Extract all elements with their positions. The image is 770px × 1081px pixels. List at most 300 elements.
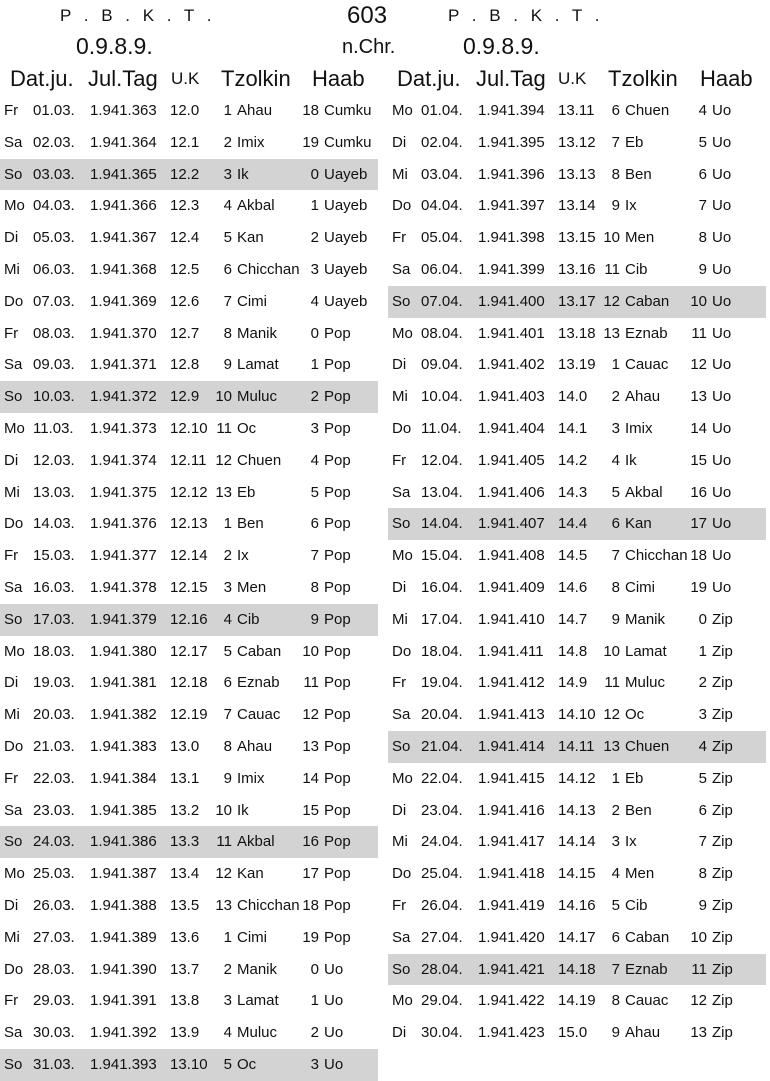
weekday: Do — [4, 515, 24, 533]
haab-name: Uo — [712, 197, 732, 215]
haab-number: 10 — [690, 292, 707, 310]
table-row — [388, 890, 766, 922]
haab-name: Uo — [712, 324, 732, 342]
tzolkin-number: 6 — [223, 674, 232, 692]
weekday: So — [392, 737, 411, 755]
table-row — [388, 222, 766, 254]
weekday: Di — [392, 356, 407, 374]
weekday: Mo — [4, 197, 25, 215]
date: 12.03. — [33, 451, 75, 469]
tzolkin-number: 7 — [611, 547, 620, 565]
weekday: Di — [4, 229, 19, 247]
haab-number: 2 — [310, 388, 319, 406]
table-row — [0, 699, 378, 731]
col-jd-left: Jul.Tag — [88, 66, 158, 91]
col-uk-right: U.K — [558, 69, 587, 88]
haab-number: 7 — [310, 547, 319, 565]
haab-number: 7 — [698, 197, 707, 215]
haab-number: 3 — [310, 260, 319, 278]
haab-name: Pop — [324, 674, 351, 692]
date: 30.03. — [33, 1024, 75, 1042]
weekday: Mi — [392, 165, 408, 183]
tzolkin-number: 12 — [215, 865, 232, 883]
uk-value: 13.5 — [170, 896, 200, 914]
tzolkin-name: Ix — [625, 197, 637, 215]
tzolkin-name: Muluc — [237, 388, 278, 406]
weekday: Di — [392, 801, 407, 819]
weekday: Sa — [4, 356, 23, 374]
tzolkin-name: Kan — [237, 865, 264, 883]
julian-day: 1.941.374 — [90, 451, 157, 469]
date: 15.04. — [421, 547, 463, 565]
col-tzolkin-left: Tzolkin — [221, 66, 291, 91]
tzolkin-number: 8 — [611, 992, 620, 1010]
julian-day: 1.941.403 — [478, 388, 545, 406]
weekday: Fr — [392, 674, 407, 692]
julian-day: 1.941.391 — [90, 992, 157, 1010]
tzolkin-name: Kan — [237, 229, 264, 247]
haab-number: 19 — [302, 928, 319, 946]
tzolkin-name: Oc — [237, 1055, 257, 1073]
haab-name: Uo — [712, 419, 732, 437]
date: 14.03. — [33, 515, 75, 533]
weekday: Mo — [392, 769, 413, 787]
date: 10.04. — [421, 388, 463, 406]
julian-day: 1.941.370 — [90, 324, 157, 342]
weekday: Sa — [392, 928, 411, 946]
tzolkin-name: Cimi — [237, 928, 267, 946]
haab-number: 17 — [690, 515, 707, 533]
weekday: Mo — [392, 992, 413, 1010]
weekday: Di — [4, 896, 19, 914]
date: 26.03. — [33, 896, 75, 914]
julian-day: 1.941.371 — [90, 356, 157, 374]
tzolkin-name: Imix — [237, 769, 265, 787]
julian-day: 1.941.415 — [478, 769, 545, 787]
weekday: Sa — [392, 706, 411, 724]
date: 17.04. — [421, 610, 463, 628]
haab-number: 13 — [690, 1024, 707, 1042]
julian-day: 1.941.405 — [478, 451, 545, 469]
tzolkin-name: Ik — [237, 801, 249, 819]
haab-number: 8 — [698, 229, 707, 247]
tzolkin-number: 7 — [223, 292, 232, 310]
march-table — [0, 95, 378, 1081]
weekday: Mo — [4, 419, 25, 437]
haab-name: Uo — [712, 260, 732, 278]
haab-name: Zip — [712, 928, 733, 946]
weekday: Mi — [4, 706, 20, 724]
tzolkin-number: 12 — [215, 451, 232, 469]
uk-value: 13.0 — [170, 737, 200, 755]
uk-value: 14.10 — [558, 706, 596, 724]
tzolkin-number: 9 — [223, 769, 232, 787]
julian-day: 1.941.365 — [90, 165, 157, 183]
weekday: Fr — [4, 547, 19, 565]
uk-value: 13.2 — [170, 801, 200, 819]
tzolkin-number: 10 — [215, 388, 232, 406]
tzolkin-number: 9 — [223, 356, 232, 374]
julian-day: 1.941.420 — [478, 928, 545, 946]
haab-number: 15 — [690, 451, 707, 469]
date: 06.04. — [421, 260, 463, 278]
tzolkin-name: Manik — [237, 324, 278, 342]
col-date-left: Dat.ju. — [10, 66, 74, 91]
julian-day: 1.941.409 — [478, 578, 545, 596]
julian-day: 1.941.407 — [478, 515, 545, 533]
uk-value: 12.16 — [170, 610, 208, 628]
table-row — [0, 1017, 378, 1049]
table-row — [388, 667, 766, 699]
tzolkin-name: Cib — [625, 260, 648, 278]
uk-value: 14.17 — [558, 928, 596, 946]
uk-value: 13.8 — [170, 992, 200, 1010]
uk-value: 13.18 — [558, 324, 596, 342]
haab-number: 2 — [698, 674, 707, 692]
julian-day: 1.941.392 — [90, 1024, 157, 1042]
haab-number: 9 — [698, 896, 707, 914]
julian-day: 1.941.376 — [90, 515, 157, 533]
julian-day: 1.941.411 — [478, 642, 544, 660]
date: 08.04. — [421, 324, 463, 342]
haab-name: Uo — [712, 483, 732, 501]
table-row — [0, 763, 378, 795]
haab-name: Pop — [324, 419, 351, 437]
haab-number: 18 — [302, 102, 319, 119]
weekday: Do — [4, 737, 24, 755]
table-row — [0, 858, 378, 890]
weekday: Do — [4, 960, 24, 978]
tzolkin-number: 1 — [611, 769, 620, 787]
table-row — [0, 826, 378, 858]
table-row — [388, 413, 766, 445]
uk-value: 12.14 — [170, 547, 208, 565]
tzolkin-name: Ben — [625, 165, 652, 183]
weekday: Do — [392, 642, 412, 660]
year-title: 603 — [347, 2, 388, 29]
tzolkin-name: Caban — [625, 928, 670, 946]
table-row — [388, 254, 766, 286]
table-row — [388, 477, 766, 509]
table-row — [0, 159, 378, 191]
table-row — [388, 508, 766, 540]
tzolkin-name: Cauac — [625, 356, 669, 374]
tzolkin-name: Cauac — [237, 706, 281, 724]
haab-number: 16 — [302, 833, 319, 851]
weekday: Fr — [4, 992, 19, 1010]
tzolkin-number: 3 — [223, 992, 232, 1010]
haab-name: Pop — [324, 451, 351, 469]
julian-day: 1.941.410 — [478, 610, 545, 628]
uk-value: 14.9 — [558, 674, 588, 692]
uk-value: 12.17 — [170, 642, 208, 660]
date: 13.04. — [421, 483, 463, 501]
haab-number: 6 — [698, 801, 707, 819]
tzolkin-number: 6 — [223, 260, 232, 278]
tzolkin-number: 11 — [216, 833, 232, 851]
haab-number: 5 — [310, 483, 319, 501]
haab-number: 13 — [302, 737, 319, 755]
tzolkin-number: 4 — [223, 610, 232, 628]
uk-value: 14.4 — [558, 515, 588, 533]
weekday: Di — [392, 578, 407, 596]
date: 23.03. — [33, 801, 75, 819]
haab-number: 11 — [303, 674, 319, 692]
tzolkin-name: Cib — [237, 610, 260, 628]
tzolkin-number: 6 — [611, 102, 620, 119]
tzolkin-name: Eb — [237, 483, 256, 501]
table-row — [388, 381, 766, 413]
date: 14.04. — [421, 515, 463, 533]
tzolkin-number: 12 — [603, 706, 620, 724]
haab-number: 0 — [698, 610, 707, 628]
tzolkin-name: Muluc — [237, 1024, 278, 1042]
uk-value: 14.7 — [558, 610, 588, 628]
haab-name: Uo — [712, 515, 732, 533]
april-table — [388, 95, 766, 1049]
haab-number: 4 — [698, 737, 707, 755]
uk-value: 15.0 — [558, 1024, 588, 1042]
haab-name: Uo — [324, 1055, 344, 1073]
haab-name: Pop — [324, 547, 351, 565]
haab-number: 10 — [302, 642, 319, 660]
left-long-count: 0.9.8.9. — [76, 33, 153, 59]
tzolkin-name: Muluc — [625, 674, 666, 692]
weekday: So — [4, 1055, 23, 1073]
date: 30.04. — [421, 1024, 463, 1042]
tzolkin-number: 10 — [215, 801, 232, 819]
uk-value: 13.13 — [558, 165, 596, 183]
uk-value: 12.15 — [170, 578, 208, 596]
weekday: Mo — [392, 102, 413, 119]
julian-day: 1.941.379 — [90, 610, 157, 628]
date: 26.04. — [421, 896, 463, 914]
julian-day: 1.941.394 — [478, 102, 545, 119]
tzolkin-name: Manik — [625, 610, 666, 628]
tzolkin-name: Men — [237, 578, 267, 596]
table-row — [388, 540, 766, 572]
date: 05.03. — [33, 229, 75, 247]
tzolkin-name: Men — [625, 865, 655, 883]
tzolkin-name: Ben — [625, 801, 652, 819]
haab-name: Pop — [324, 928, 351, 946]
haab-name: Uo — [324, 960, 344, 978]
table-row — [0, 731, 378, 763]
uk-value: 12.9 — [170, 388, 200, 406]
haab-name: Zip — [712, 801, 733, 819]
table-row — [388, 985, 766, 1017]
weekday: Sa — [392, 483, 411, 501]
tzolkin-name: Eb — [625, 133, 644, 151]
weekday: Mi — [392, 388, 408, 406]
haab-number: 3 — [310, 1055, 319, 1073]
uk-value: 14.11 — [558, 737, 595, 755]
uk-value: 13.12 — [558, 133, 596, 151]
haab-name: Pop — [324, 769, 351, 787]
haab-number: 5 — [698, 769, 707, 787]
tzolkin-number: 5 — [223, 229, 232, 247]
weekday: So — [4, 610, 23, 628]
haab-number: 13 — [690, 388, 707, 406]
tzolkin-number: 5 — [223, 1055, 232, 1073]
haab-name: Zip — [712, 610, 733, 628]
date: 09.03. — [33, 356, 75, 374]
haab-name: Pop — [324, 578, 351, 596]
tzolkin-number: 1 — [223, 515, 232, 533]
tzolkin-name: Ahau — [625, 1024, 661, 1042]
era-label: n.Chr. — [342, 36, 396, 58]
julian-day: 1.941.413 — [478, 706, 545, 724]
haab-number: 19 — [302, 133, 319, 151]
uk-value: 12.3 — [170, 197, 200, 215]
tzolkin-name: Caban — [625, 292, 670, 310]
tzolkin-number: 2 — [223, 960, 232, 978]
tzolkin-number: 10 — [603, 229, 620, 247]
weekday: Sa — [4, 578, 23, 596]
tzolkin-name: Lamat — [625, 642, 667, 660]
tzolkin-name: Lamat — [237, 356, 279, 374]
uk-value: 13.10 — [170, 1055, 208, 1073]
date: 01.03. — [33, 102, 75, 119]
uk-value: 14.0 — [558, 388, 588, 406]
tzolkin-name: Chuen — [625, 737, 670, 755]
julian-day: 1.941.375 — [90, 483, 157, 501]
table-row — [388, 95, 766, 127]
uk-value: 14.16 — [558, 896, 596, 914]
tzolkin-number: 2 — [611, 388, 620, 406]
tzolkin-name: Akbal — [625, 483, 663, 501]
weekday: Fr — [4, 769, 19, 787]
tzolkin-number: 1 — [611, 356, 620, 374]
uk-value: 12.12 — [170, 483, 208, 501]
haab-number: 12 — [302, 706, 319, 724]
table-row — [0, 318, 378, 350]
weekday: Sa — [4, 1024, 23, 1042]
table-row — [388, 763, 766, 795]
uk-value: 14.1 — [558, 419, 588, 437]
tzolkin-name: Men — [625, 229, 655, 247]
tzolkin-name: Ben — [237, 515, 264, 533]
haab-name: Pop — [324, 642, 351, 660]
tzolkin-name: Akbal — [237, 197, 275, 215]
weekday: Fr — [4, 324, 19, 342]
date: 03.04. — [421, 165, 463, 183]
julian-day: 1.941.382 — [90, 706, 157, 724]
haab-name: Uo — [712, 133, 732, 151]
tzolkin-number: 4 — [223, 1024, 232, 1042]
uk-value: 14.15 — [558, 865, 596, 883]
tzolkin-number: 2 — [223, 133, 232, 151]
tzolkin-name: Imix — [625, 419, 653, 437]
weekday: Di — [392, 133, 407, 151]
date: 01.04. — [421, 102, 463, 119]
haab-number: 6 — [310, 515, 319, 533]
tzolkin-name: Ik — [625, 451, 637, 469]
tzolkin-name: Caban — [237, 642, 282, 660]
date: 06.03. — [33, 260, 75, 278]
table-row — [388, 922, 766, 954]
julian-day: 1.941.401 — [478, 324, 545, 342]
date: 25.04. — [421, 865, 463, 883]
table-row — [388, 349, 766, 381]
haab-number: 8 — [310, 578, 319, 596]
haab-name: Cumku — [324, 133, 372, 151]
table-row — [0, 795, 378, 827]
tzolkin-number: 13 — [215, 483, 232, 501]
tzolkin-number: 7 — [611, 960, 620, 978]
date: 18.04. — [421, 642, 463, 660]
uk-value: 14.6 — [558, 578, 588, 596]
tzolkin-number: 6 — [611, 928, 620, 946]
tzolkin-name: Chicchan — [625, 547, 688, 565]
tzolkin-number: 9 — [611, 610, 620, 628]
table-row — [0, 954, 378, 986]
uk-value: 12.18 — [170, 674, 208, 692]
julian-day: 1.941.386 — [90, 833, 157, 851]
tzolkin-number: 5 — [611, 896, 620, 914]
tzolkin-name: Ix — [625, 833, 637, 851]
tzolkin-number: 12 — [603, 292, 620, 310]
tzolkin-number: 2 — [223, 547, 232, 565]
tzolkin-number: 8 — [223, 737, 232, 755]
tzolkin-number: 9 — [611, 197, 620, 215]
tzolkin-name: Ahau — [237, 102, 273, 119]
uk-value: 12.7 — [170, 324, 200, 342]
julian-day: 1.941.385 — [90, 801, 157, 819]
date: 17.03. — [33, 610, 75, 628]
table-row — [388, 1017, 766, 1049]
weekday: Fr — [4, 102, 19, 119]
haab-name: Zip — [712, 992, 733, 1010]
date: 20.03. — [33, 706, 75, 724]
weekday: Fr — [392, 451, 407, 469]
date: 21.03. — [33, 737, 75, 755]
table-row — [0, 254, 378, 286]
uk-value: 12.4 — [170, 229, 200, 247]
haab-number: 2 — [310, 229, 319, 247]
haab-name: Zip — [712, 706, 733, 724]
tzolkin-name: Cauac — [625, 992, 669, 1010]
uk-value: 13.17 — [558, 292, 596, 310]
julian-day: 1.941.417 — [478, 833, 545, 851]
weekday: So — [4, 833, 23, 851]
julian-day: 1.941.389 — [90, 928, 157, 946]
julian-day: 1.941.421 — [478, 960, 545, 978]
haab-name: Pop — [324, 706, 351, 724]
uk-value: 13.4 — [170, 865, 200, 883]
weekday: Sa — [392, 260, 411, 278]
julian-day: 1.941.378 — [90, 578, 157, 596]
table-row — [0, 985, 378, 1017]
haab-number: 14 — [302, 769, 319, 787]
julian-day: 1.941.383 — [90, 737, 157, 755]
weekday: Mi — [392, 610, 408, 628]
haab-name: Pop — [324, 515, 351, 533]
weekday: Mi — [392, 833, 408, 851]
julian-day: 1.941.366 — [90, 197, 157, 215]
table-row — [388, 699, 766, 731]
tzolkin-number: 11 — [604, 674, 620, 692]
tzolkin-number: 2 — [611, 801, 620, 819]
tzolkin-number: 7 — [223, 706, 232, 724]
date: 28.04. — [421, 960, 463, 978]
haab-number: 12 — [690, 356, 707, 374]
uk-value: 12.8 — [170, 356, 200, 374]
haab-name: Uayeb — [324, 165, 368, 183]
table-row — [0, 95, 378, 127]
haab-number: 19 — [690, 578, 707, 596]
table-row — [0, 890, 378, 922]
